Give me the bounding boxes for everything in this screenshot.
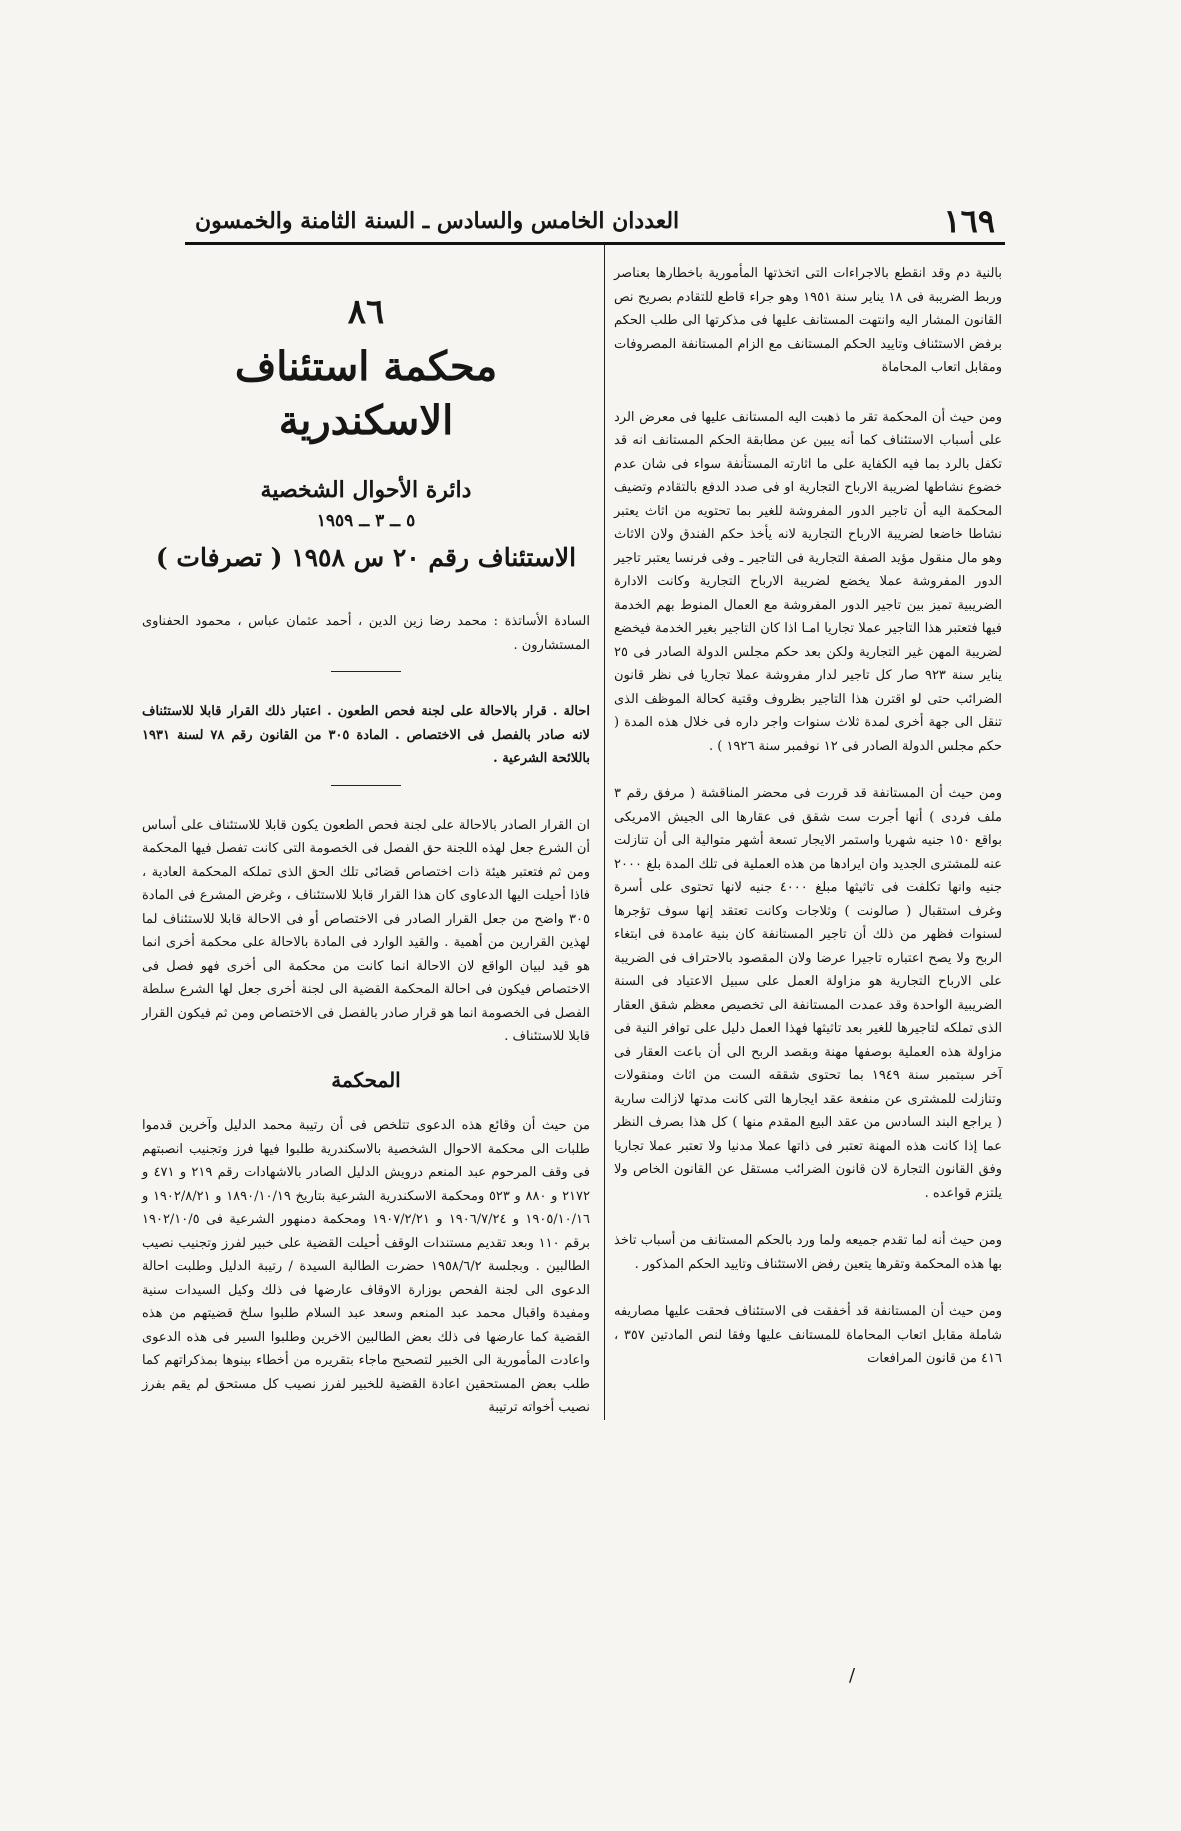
session-date: ٥ ــ ٣ ــ ١٩٥٩ xyxy=(316,511,416,531)
right-paragraph-5: ومن حيث أن المستانفة قد أخفقت فى الاستئناف فحقت عليها مصاريفه شاملة مقابل اتعاب المحاماة للمستانف عليها وفقا لنص المادتين ٣٥٧ ، ٤١٦ من قانون المرافعات xyxy=(614,1304,1003,1366)
court-text: من حيث أن وقائع هذه الدعوى تتلخص فى أن رتيبة محمد الدليل وآخرين قدموا طلبات الى محكمة الاحوال الشخصية بالاسكندرية طلبوا فيها فرز وتجنيب انصبتهم فى وقف المرحوم عبد المنعم درويش الدليل الصادر بالاشهادات رقم ٢١٩ و ٤٧١ و ٢١٧٢ و ٨٨٠ و ٥٢٣ ومحكمة الاسكندرية الشرعية بتاريخ ١٨٩٠/١٠/١٩ و ١٩٠٢/٨/٢١ و ١٩٠٥/١٠/١٦ و ١٩٠٦/٧/٢٤ و ١٩٠٧/٢/٢١ ومحكمة دمنهور الشرعية فى ١٩٠٢/١٠/٥ برقم ١١٠ وبعد تقديم مستندات الوقف أحيلت القضية على خبير لفرز وتجنيب نصيب الطالبين . وبجلسة ١٩٥٨/٦/٢ حضرت الطالبة السيدة / رتيبة الدليل وطلبت احالة الدعوى الى لجنة الفحص بوزارة الاوقاف عارضها فى ذلك وكيل السيدات سنية ومفيدة واقبال محمد عبد المنعم وسعد عبد السلام طلبوا سلخ قضيتهم من هذه القضية كما عارضها فى ذلك بعض الطالبين الاخرين وطلبوا السير فى هذه الدعوى واعادت المأمورية الى الخبير لتصحيح ماجاء بتقريره من أخطاء بينوها بمذكراتهم كما طلب بعض المستحقين اعادة القضية للخبير لفرز نصيب كل مستحق لم يقم بفرز نصيب أخواته ترتيبة xyxy=(142,1118,590,1415)
running-title: العددان الخامس والسادس ـ السنة الثامنة والخمسون xyxy=(195,208,680,234)
right-paragraph-1: بالنية دم وقد انقطع بالاجراءات التى اتخذتها المأمورية باخطارها بعناصر وربط الضريبة فى ١٨ يناير سنة ١٩٥١ وهو جراء قاطع للتقادم بصريح نص القانون المشار اليه وانتهت المستانف عليها فى مذكرتها الى طلب الحكم برفض الاستئناف وتاييد الحكم المستانف مع الزام المستانفة المصروفات ومقابل اتعاب المحاماة xyxy=(614,266,1002,375)
running-header xyxy=(195,200,995,242)
right-paragraph-2: ومن حيث أن المحكمة تقر ما ذهبت اليه المستانف عليها فى معرض الرد على أسباب الاستئناف كما أنه يبين عن مطابقة الحكم المستانف انه قد تكفل بالرد بما فيه الكفاية على ما اثارته المستأنفة سواء فى شان عدم خضوع نشاطها لضريبة الارباح التجارية او فى صدد الدفع بالتقادم وتضيف المحكمة اليه أن تاجير الدور المفروشة للغير بما تحتويه من اثاث يعتبر نشاطا خاضعا لضريبة الارباح التجارية لانه يأخذ حكم الفندق ولان الاثاث وهو مال منقول مؤيد الصفة التجارية فى التاجير ـ وفى فرنسا يعتبر تاجير الدور المفروشة عملا يخضع لضريبة الارباح التجارية وكانت الادارة الضريبية تميز بين تاجير الدور المفروشة مع العمال المنوط بهم الخدمة فيها فتعتبر هذا التاجير عملا تجاريا امـا اذا كان التاجير بغير الخدمة فيخضع لضريبة المهن غير التجارية ولكن بعد حكم مجلس الدولة الصادر فى ٢٥ يناير سنة ٩٢٣ صار كل تاجير لدار مفروشة عملا تجاريا فى نظر قانون الضرائب حتى لو اقترن هذا التاجير بظروف وقتية كحالة الموظف الذى تنقل الى جهة أخرى لمدة ثلاث سنوات واجر داره فى خلال هذه المدة ( حكم مجلس الدولة الصادر فى ١٢ نوفمبر سنة ١٩٢٦ ) . xyxy=(614,409,1002,754)
right-paragraph-4: ومن حيث أنه لما تقدم جميعه ولما ورد بالحكم المستانف من أسباب تاخذ بها هذه المحكمة وتقرها يتعين رفض الاستئناف وتاييد الحكم المذكور . xyxy=(614,1233,1002,1272)
right-column xyxy=(614,262,1002,1395)
separator-rule xyxy=(331,785,401,786)
section-heading: المحكمة xyxy=(331,1067,401,1092)
judges-list: السادة الأساتذة : محمد رضا زين الدين ، أحمد عثمان عباس ، محمود الحفناوى المستشارون . xyxy=(142,614,590,653)
separator-rule xyxy=(331,671,401,672)
legal-principle: ان القرار الصادر بالاحالة على لجنة فحص الطعون يكون قابلا للاستئناف على أساس أن الشرع جعل لهذه اللجنة حق الفصل فى الخصومة التى كانت تفصل فيها المحكمة ومن ثم فتعتبر هيئة ذات اختصاص قضائى تلك الحق الذى تملكه المحكمة العادية ، فاذا أحيلت اليها الدعاوى كان هذا القرار قابلا للاستئناف ، وغرض المشرع فى المادة ٣٠٥ واضح من جعل القرار الصادر فى الاختصاص أو فى الاحالة قابلا للاستئناف لما لهذين القرارين من أهمية . والقيد الوارد فى المادة بالاحالة على محكمة أخرى انما هو قيد لبيان الواقع لان الاحالة انما كانت من محكمة الى أخرى فهو فصل فى الاختصاص فيكون فى احالة المحكمة القضية الى لجنة أخرى جعل لها الشرع سلطة الفصل فى الخصومة انما هو قرار صادر بالفصل فى الاختصاص ومن ثم فيكون القرار قابلا للاستئناف . xyxy=(142,817,590,1044)
header-rule xyxy=(185,242,1005,245)
page-number: ١٦٩ xyxy=(943,202,995,240)
headnote: احالة . قرار بالاحالة على لجنة فحص الطعون . اعتبار ذلك القرار قابلا للاستئناف لانه صادر بالفصل فى الاختصاص . المادة ٣٠٥ من القانون رقم ٧٨ لسنة ١٩٣١ باللائحة الشرعية . xyxy=(142,704,590,766)
left-column xyxy=(142,290,590,1440)
appeal-number: الاستئناف رقم ٢٠ س ١٩٥٨ ( تصرفات ) xyxy=(155,543,577,572)
court-title: محكمة استئناف الاسكندرية xyxy=(234,343,498,444)
case-number: ٨٦ xyxy=(347,292,385,332)
circuit-title: دائرة الأحوال الشخصية xyxy=(260,477,472,503)
column-divider xyxy=(604,245,605,1420)
right-paragraph-3: ومن حيث أن المستانفة قد قررت فى محضر المناقشة ( مرفق رقم ٣ ملف فردى ) أنها أجرت ست شقق فى عقارها الى الجيش الامريكى بواقع ١٥٠ جنيه شهريا واستمر الايجار تسعة أشهر متوالية الى أن تنازلت عنه للمشترى الجديد وان ايرادها من هذه العملية فى تلك المدة بلغ ٢٠٠٠ جنيه وانها تكلفت فى تاثيثها مبلغ ٤٠٠٠ جنيه لانها تحتوى على أسرة وغرف استقبال ( صالونت ) وثلاجات وكانت تعتقد إنها سوف تؤجرها لسنوات فظهر من ذلك أن تاجير المستانفة كان بنية عامدة فى ابتغاء الربح ولا يصح اعتباره تاجيرا عرضا ولان المقصود بالاحتراف فى الضريبة على الارباح التجارية هو مزاولة العمل على سبيل الاعتياد فى السنة الضريبية الواحدة وقد عمدت المستانفة الى تخصيص معظم شقق العقار الذى تملكه لتاجيرها للغير بعد تاثيثها فهذا العمل دليل على توافر النية فى مزاولة هذه العملية بوصفها مهنة وبقصد الربح الى أن باعت العقار فى آخر سبتمبر سنة ١٩٤٩ بما تحتوى شققه الست من اثاث ومنقولات وتنازلت للمشترى عن منفعة عقد ايجارها التى كانت مدتها لازالت سارية ( يراجع البند السادس من عقد البيع المقدم منها ) كل هذا بصرف النظر عما إذا كانت هذه المهنة تعتبر فى ذاتها عملا مدنيا ولا تعتبر عملا تجاريا وفق القانون التجارة لان قانون الضرائب مستقل عن القانون الخاص ولا يلتزم قواعده . xyxy=(614,786,1002,1201)
stray-mark: / xyxy=(849,1665,856,1686)
